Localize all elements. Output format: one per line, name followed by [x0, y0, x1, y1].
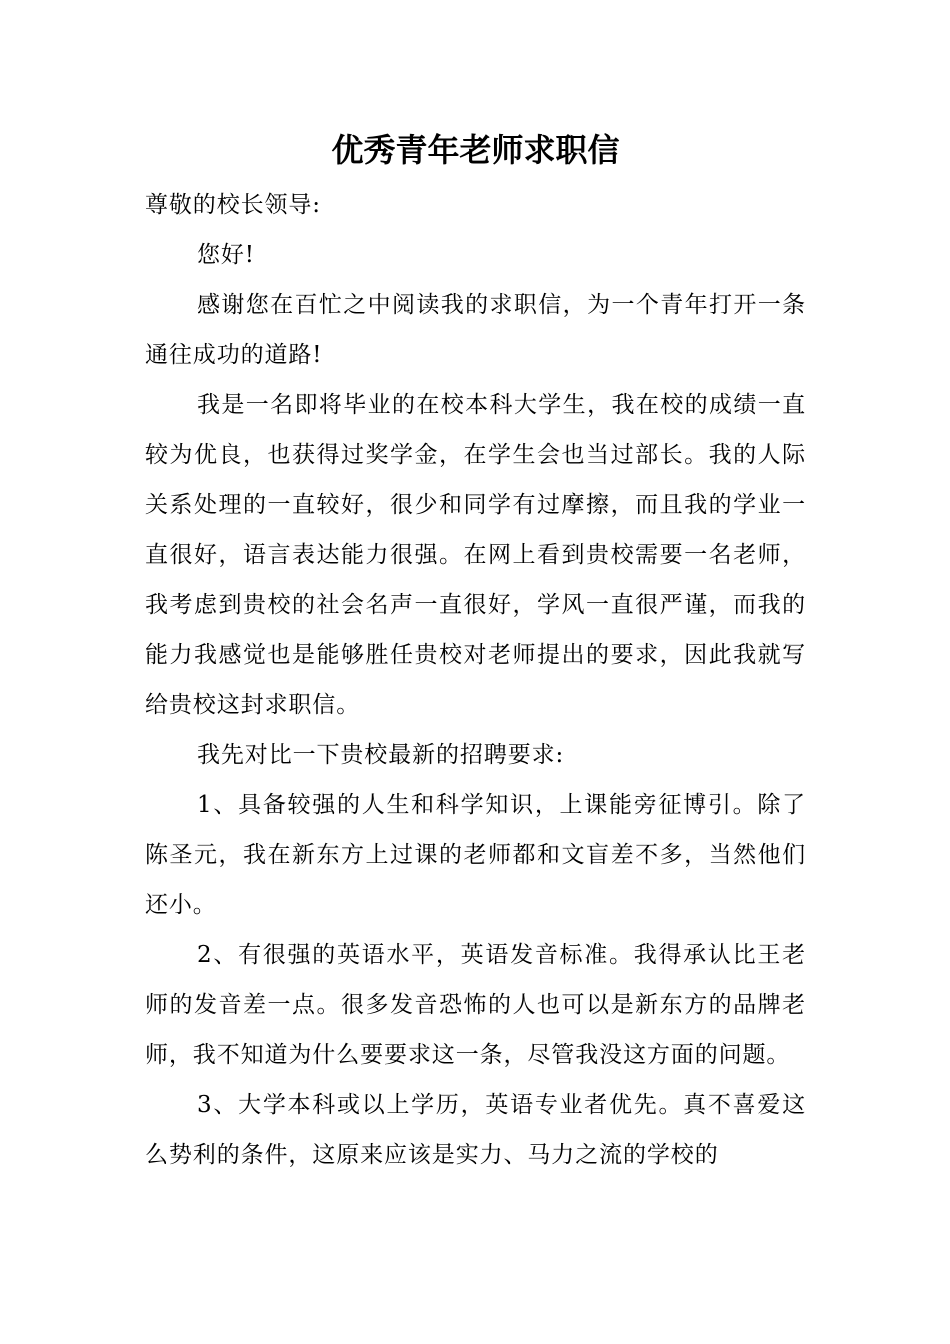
- paragraph-greeting: 您好!: [197, 242, 255, 268]
- paragraph-self-introduction: 我是一名即将毕业的在校本科大学生，我在校的成绩一直较为优良，也获得过奖学金，在学生会也当过部长。我的人际关系处理的一直较好，很少和同学有过摩擦，而且我的学业一直很好，语言表达能力很强。在网上看到贵校需要一名老师，我考虑到贵校的社会名声一直很好，学风一直很严谨，而我的能力我感觉也是能够胜任贵校对老师提出的要求，因此我就写给贵校这封求职信。: [145, 392, 806, 718]
- paragraph-requirement-3: 3、大学本科或以上学历，英语专业者优先。真不喜爱这么势利的条件，这原来应该是实力、马力之流的学校的: [145, 1092, 806, 1168]
- paragraph-requirement-1: 1、具备较强的人生和科学知识，上课能旁征博引。除了陈圣元，我在新东方上过课的老师都和文盲差不多，当然他们还小。: [145, 792, 806, 918]
- document-title: 优秀青年老师求职信: [331, 131, 620, 169]
- paragraph-requirements-intro: 我先对比一下贵校最新的招聘要求:: [197, 742, 565, 768]
- paragraph-thanks: 感谢您在百忙之中阅读我的求职信，为一个青年打开一条通往成功的道路!: [145, 292, 806, 368]
- salutation: 尊敬的校长领导:: [145, 192, 321, 218]
- paragraph-requirement-2: 2、有很强的英语水平，英语发音标准。我得承认比王老师的发音差一点。很多发音恐怖的人也可以是新东方的品牌老师，我不知道为什么要要求这一条，尽管我没这方面的问题。: [145, 942, 806, 1068]
